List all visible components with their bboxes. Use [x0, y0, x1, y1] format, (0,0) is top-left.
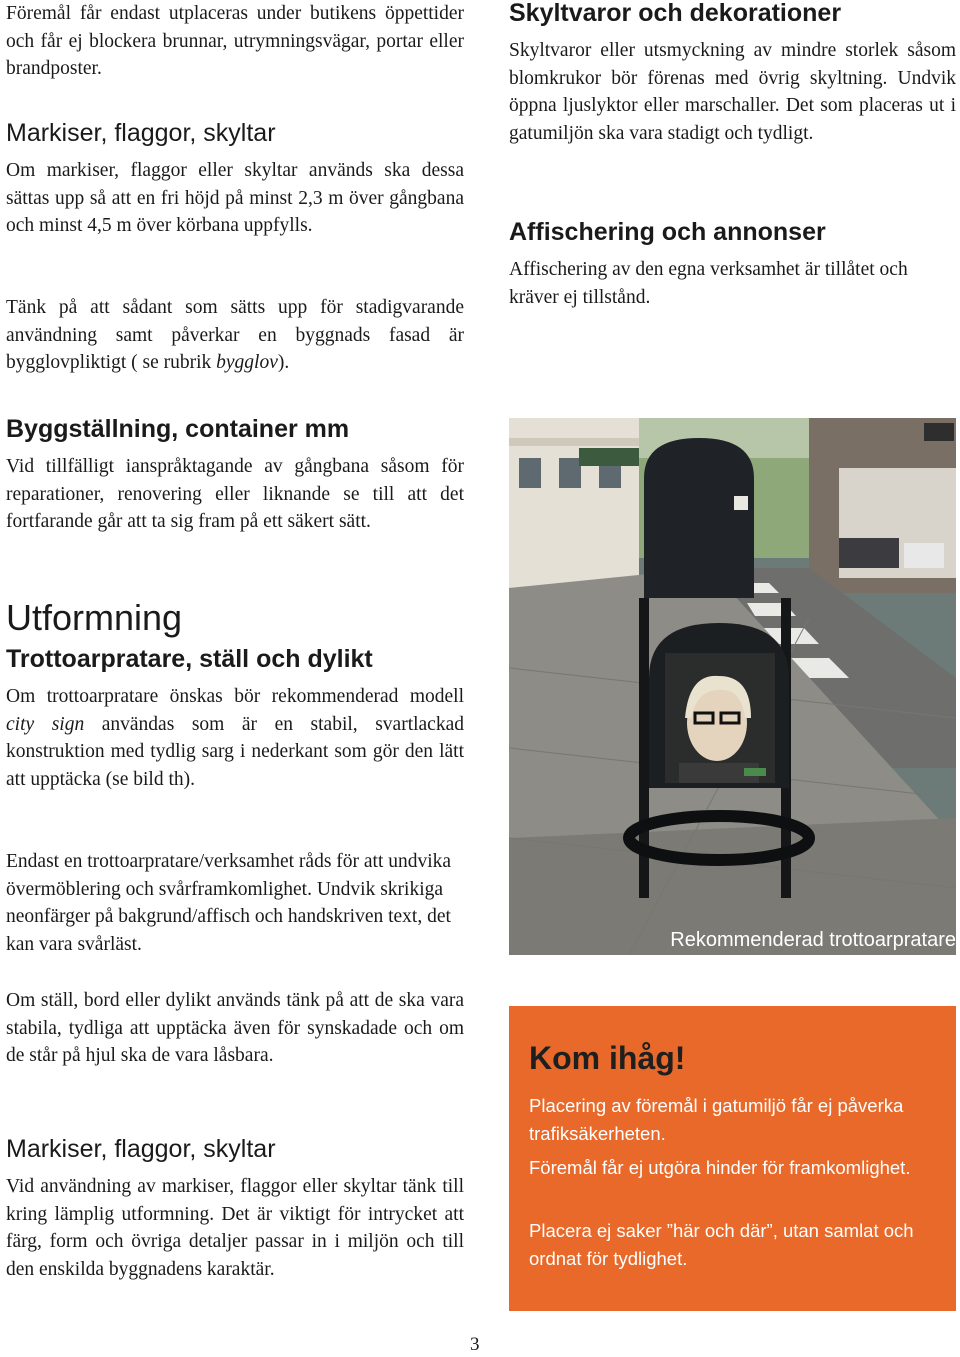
utformning-heading: Utformning: [6, 597, 183, 638]
trottoarpratare-heading: Trottoarpratare, ställ och dylikt: [6, 645, 373, 673]
intro-paragraph: Föremål får endast utplaceras under butikens öppettider och får ej blockera brunnar, utrymningsvägar, portar eller brandposter.: [6, 3, 464, 79]
trottoarpratare-paragraph-2: Endast en trottoarpratare/verksamhet råds för att undvika övermöblering och svårframkomlighet. Undvik skrikiga neonfärger på bakgrund/affisch och handskriven text, det kan vara svårläst.: [6, 851, 452, 955]
affischering-paragraph: Affischering av den egna verksamhet är tillåtet och kräver ej tillstånd.: [509, 259, 908, 308]
reminder-point: Placera ej saker ”här och där”, utan samlat och ordnat för tydlighet.: [529, 1220, 914, 1269]
reminder-title: Kom ihåg!: [529, 1040, 686, 1076]
photo-caption: Rekommenderad trottoarpratare: [670, 929, 956, 951]
markiser-paragraph-1: Om markiser, flaggor eller skyltar används ska dessa sättas upp så att en fri höjd på minst 2,3 m över gångbana och minst 4,5 m över körbana uppfylls.: [6, 160, 464, 236]
byggstallning-paragraph: Vid tillfälligt ianspråktagande av gångbana såsom för reparationer, renovering eller liknande se till att det fortfarande går att ta sig fram på ett säkert sätt.: [6, 456, 464, 532]
byggstallning-heading: Byggställning, container mm: [6, 415, 350, 443]
reminder-point: Placering av föremål i gatumiljö får ej påverka trafiksäkerheten.: [529, 1095, 904, 1144]
page-number: 3: [470, 1334, 480, 1355]
markiser-heading-2: Markiser, flaggor, skyltar: [6, 1135, 276, 1163]
sidewalk-sign-photo: [509, 418, 956, 955]
affischering-heading: Affischering och annonser: [509, 218, 826, 246]
markiser-paragraph-3: Vid användning av markiser, flaggor eller skyltar tänk till kring lämplig utformning. Det är viktigt för intrycket att färg, form och övriga detaljer passar in i miljön och till den enskilda byggnadens karaktär.: [6, 1176, 464, 1280]
reminder-box: [509, 1006, 956, 1311]
markiser-paragraph-2: Tänk på att sådant som sätts upp för stadigvarande användning samt påverkar en byggnads fasad är bygglovpliktigt ( se rubrik bygglov).: [6, 297, 464, 373]
skyltvaror-heading: Skyltvaror och dekorationer: [509, 0, 842, 27]
trottoarpratare-paragraph-3: Om ställ, bord eller dylikt används tänk på att de ska vara stabila, tydliga att upptäcka även för synskadade och om de står på hjul ska de vara låsbara.: [6, 990, 464, 1066]
reminder-point: Föremål får ej utgöra hinder för framkomlighet.: [529, 1157, 911, 1178]
skyltvaror-paragraph: Skyltvaror eller utsmyckning av mindre storlek såsom blomkrukor bör förenas med övrig skyltning. Undvik öppna ljuslyktor eller marschaller. Det som placeras ut i gatumiljön ska vara stadigt och tydligt.: [509, 40, 956, 144]
markiser-heading: Markiser, flaggor, skyltar: [6, 119, 276, 147]
photo-illustration: [509, 418, 956, 955]
trottoarpratare-paragraph-1: Om trottoarpratare önskas bör rekommenderad modell city sign användas som är en stabil, svartlackad konstruktion med tydlig sarg i nederkant som gör den lätt att upptäcka (se bild th).: [6, 686, 464, 790]
